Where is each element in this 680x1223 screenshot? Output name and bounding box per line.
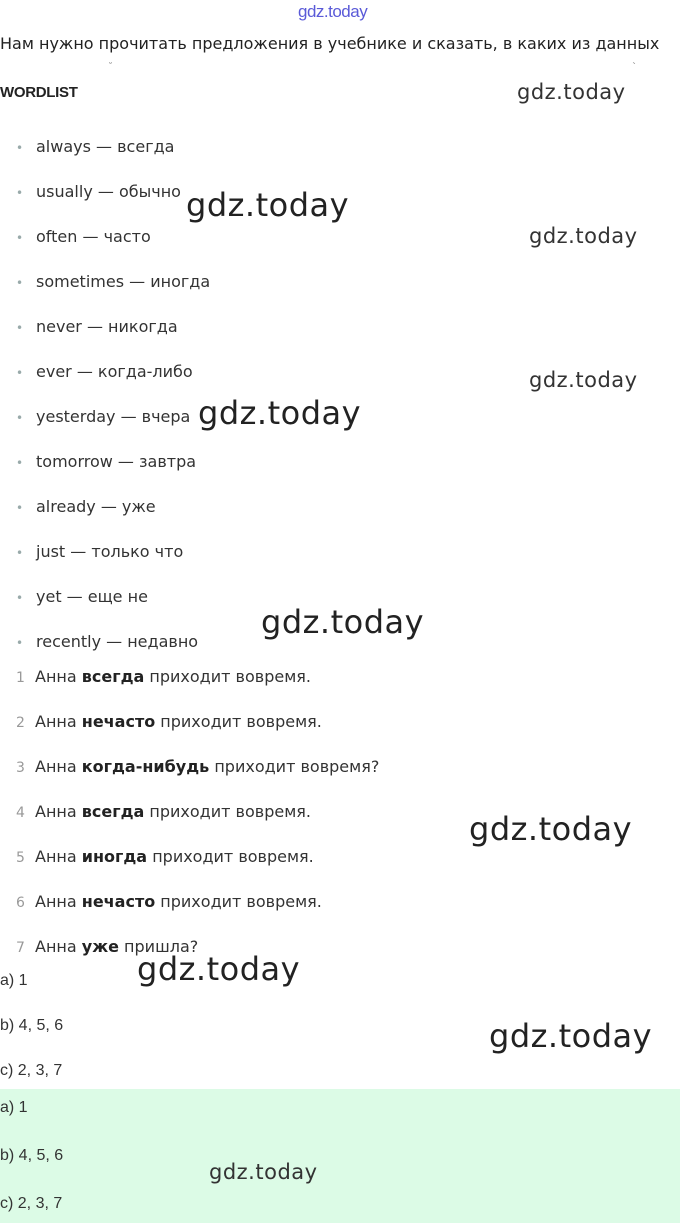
list-item: • just — только что <box>16 542 184 561</box>
watermark: gdz.today <box>209 1160 318 1184</box>
text-fragment-marker: ` <box>632 62 637 73</box>
bullet-icon: • <box>16 456 24 470</box>
sentence-item: 1 Анна всегда приходит вовремя. <box>16 667 311 686</box>
watermark: gdz.today <box>517 80 626 104</box>
bullet-icon: • <box>16 411 24 425</box>
list-item: • ever — когда-либо <box>16 362 193 381</box>
list-item: • sometimes — иногда <box>16 272 211 291</box>
list-item: • always — всегда <box>16 137 175 156</box>
list-item: • already — уже <box>16 497 156 516</box>
list-item: • yet — еще не <box>16 587 148 606</box>
answer-line: c) 2, 3, 7 <box>0 1195 63 1212</box>
option-item: b) 4, 5, 6 <box>0 1017 64 1034</box>
bullet-icon: • <box>16 366 24 380</box>
option-item: a) 1 <box>0 972 28 989</box>
sentence-item: 6 Анна нечасто приходит вовремя. <box>16 892 322 911</box>
watermark: gdz.today <box>186 186 350 224</box>
bullet-icon: • <box>16 636 24 650</box>
watermark: gdz.today <box>198 394 362 432</box>
list-item: • recently — недавно <box>16 632 199 651</box>
watermark: gdz.today <box>137 950 301 988</box>
sentence-item: 4 Анна всегда приходит вовремя. <box>16 802 311 821</box>
list-item: • often — часто <box>16 227 151 246</box>
sentence-item: 2 Анна нечасто приходит вовремя. <box>16 712 322 731</box>
bullet-icon: • <box>16 141 24 155</box>
bullet-icon: • <box>16 276 24 290</box>
list-item: • yesterday — вчера <box>16 407 191 426</box>
answer-box <box>0 1089 680 1223</box>
answer-line: b) 4, 5, 6 <box>0 1147 64 1164</box>
list-item: • usually — обычно <box>16 182 181 201</box>
answer-line: a) 1 <box>0 1099 28 1116</box>
text-fragment-marker: ˘ <box>108 62 113 73</box>
watermark: gdz.today <box>469 810 633 848</box>
sentence-item: 7 Анна уже пришла? <box>16 937 199 956</box>
bullet-icon: • <box>16 321 24 335</box>
watermark: gdz.today <box>261 603 425 641</box>
list-item: • never — никогда <box>16 317 178 336</box>
bullet-icon: • <box>16 546 24 560</box>
list-item: • tomorrow — завтра <box>16 452 197 471</box>
site-logo[interactable]: gdz.today <box>298 2 368 21</box>
bullet-icon: • <box>16 591 24 605</box>
bullet-icon: • <box>16 501 24 515</box>
sentence-item: 5 Анна иногда приходит вовремя. <box>16 847 314 866</box>
watermark: gdz.today <box>529 368 638 392</box>
wordlist-title: WORDLIST <box>0 84 78 101</box>
bullet-icon: • <box>16 186 24 200</box>
sentence-item: 3 Анна когда-нибудь приходит вовремя? <box>16 757 380 776</box>
watermark: gdz.today <box>489 1017 653 1055</box>
intro-text: Нам нужно прочитать предложения в учебнике и сказать, в каких из данных <box>0 34 660 53</box>
watermark: gdz.today <box>529 224 638 248</box>
option-item: c) 2, 3, 7 <box>0 1062 63 1079</box>
bullet-icon: • <box>16 231 24 245</box>
